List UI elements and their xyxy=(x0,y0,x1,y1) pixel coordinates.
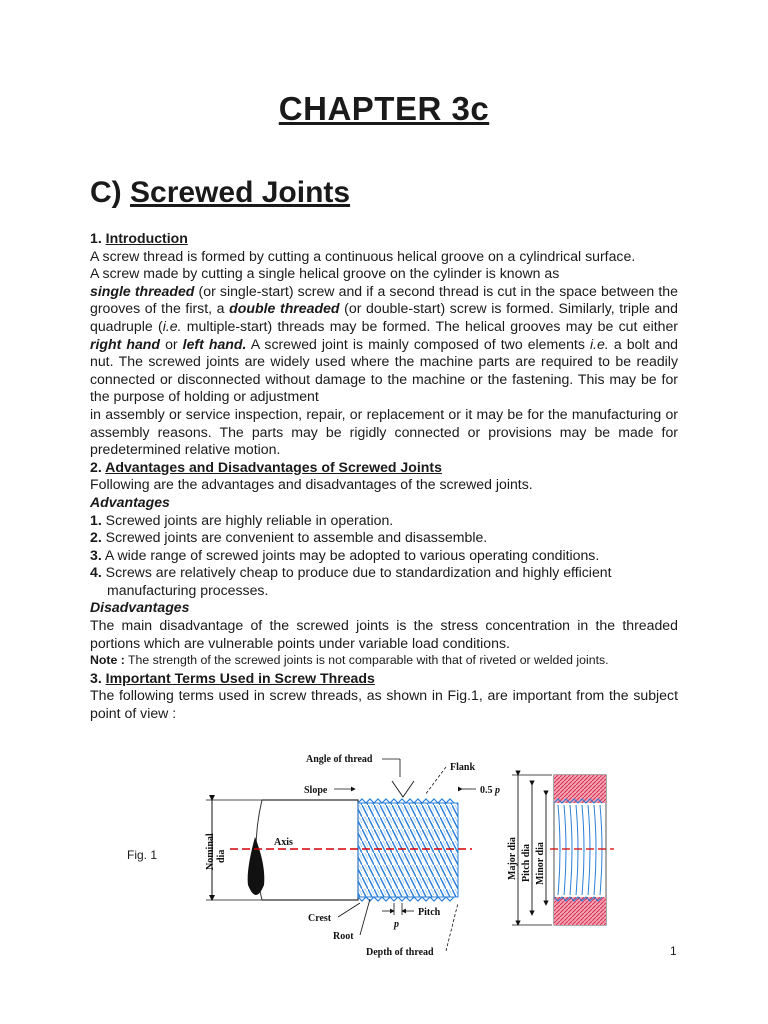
advantages-intro: Following are the advantages and disadvantages of the screwed joints. xyxy=(90,476,533,493)
advantages-heading-number: 2. xyxy=(90,458,106,475)
list-number: 1. xyxy=(90,511,102,528)
half-pitch-value: 0.5 xyxy=(480,785,493,796)
note xyxy=(90,652,678,670)
text-run: multiple-start) threads may be formed. The helical grooves may be cut either xyxy=(181,317,678,334)
leader-line xyxy=(360,899,370,935)
term-left-hand: left hand. xyxy=(182,335,247,352)
intro-paragraph xyxy=(90,283,678,406)
text-run: a bolt and nut. The screwed joints are widely used where the machine parts are required to be readily connected or disconnected without damage to the machine or the fastening. This may be for the purpose of holding or adjustment xyxy=(90,335,678,405)
angle-of-thread-label: Angle of thread xyxy=(306,754,373,765)
disadvantages-subtitle: Disadvantages xyxy=(90,599,190,616)
term-double-threaded: double threaded xyxy=(229,300,340,317)
sectional-view xyxy=(550,775,614,925)
axis-label: Axis xyxy=(274,837,293,848)
list-number: 4. xyxy=(90,564,102,581)
document-body xyxy=(90,230,678,723)
list-item xyxy=(90,512,678,530)
minor-dia-label: Minor dia xyxy=(535,842,546,885)
term-right-hand: right hand xyxy=(90,335,161,352)
intro-heading-number: 1. xyxy=(90,230,106,246)
bolt-body xyxy=(248,800,358,900)
text-run: A screwed joint is mainly composed of two elements xyxy=(246,335,590,352)
advantages-heading-text: Advantages and Disadvantages of Screwed Joints xyxy=(105,458,442,475)
text-run-italic: i.e. xyxy=(589,335,609,352)
disadvantages-text: The main disadvantage of the screwed joints is the stress concentration in the threaded portions which are vulnerable points under variable load conditions. xyxy=(90,617,678,651)
pitch-dia-label: Pitch dia xyxy=(521,843,532,882)
text-run: or xyxy=(160,335,183,352)
pitch-label: Pitch xyxy=(418,907,441,918)
intro-heading-text: Introduction xyxy=(105,230,188,246)
depth-of-thread-label: Depth of thread xyxy=(366,947,434,958)
list-item xyxy=(90,547,678,565)
screw-thread-figure xyxy=(200,745,630,965)
major-dia-label: Major dia xyxy=(507,837,518,880)
intro-line: A screw made by cutting a single helical groove on the cylinder is known as xyxy=(90,265,560,282)
note-text: The strength of the screwed joints is not comparable with that of riveted or welded joints. xyxy=(124,653,609,668)
list-text: Screwed joints are highly reliable in operation. xyxy=(101,511,394,528)
list-item xyxy=(90,529,678,547)
list-item xyxy=(90,564,678,599)
advantages-subtitle: Advantages xyxy=(90,493,170,510)
list-text: A wide range of screwed joints may be adopted to various operating conditions. xyxy=(101,546,600,563)
bolt-end-shape xyxy=(248,837,265,895)
intro-line: A screw thread is formed by cutting a continuous helical groove on a cylindrical surface. xyxy=(90,247,636,264)
note-label: Note : xyxy=(90,653,125,668)
slope-label: Slope xyxy=(304,785,328,796)
list-number: 2. xyxy=(90,529,102,546)
pitch-p-label: p xyxy=(394,919,399,930)
section-title-text: Screwed Joints xyxy=(130,176,351,209)
section-title xyxy=(90,176,350,210)
term-single-threaded: single threaded xyxy=(90,282,195,299)
terms-heading-text: Important Terms Used in Screw Threads xyxy=(105,669,375,686)
figure-label: Fig. 1 xyxy=(127,848,158,862)
leader-line xyxy=(446,903,458,951)
thread-crest-top xyxy=(358,799,454,803)
intro-heading xyxy=(90,230,678,248)
nominal-dia-label: dia xyxy=(216,849,227,863)
angle-arc xyxy=(392,781,414,797)
crest-label: Crest xyxy=(308,913,332,924)
advantages-heading xyxy=(90,459,678,477)
leader-line xyxy=(425,767,446,795)
text-run: (or double-start) screw is formed. Similarly, triple and quadruple ( xyxy=(90,300,678,334)
terms-heading-number: 3. xyxy=(90,669,106,686)
chapter-title: CHAPTER 3c xyxy=(278,90,490,127)
list-number: 3. xyxy=(90,546,102,563)
list-text: Screws are relatively cheap to produce due to standardization and highly efficient manufacturing processes. xyxy=(101,564,612,598)
thread-crest-bottom xyxy=(358,897,454,901)
flank-label: Flank xyxy=(450,762,476,773)
half-pitch-unit: p xyxy=(495,785,500,796)
intro-paragraph-2: in assembly or service inspection, repair, or replacement or it may be for the manufacturing or assembly reasons. The parts may be rigidly connected or provisions may be made for predetermined relative motion. xyxy=(90,405,678,458)
text-run: (or single-start) screw and if a second thread is cut in the space between the grooves of the first, a xyxy=(90,282,678,317)
half-pitch-label xyxy=(480,785,500,796)
section-prefix: C) xyxy=(90,176,130,209)
terms-heading xyxy=(90,670,678,688)
root-label: Root xyxy=(333,931,354,942)
nominal-label: Nominal xyxy=(205,833,216,870)
threaded-portion xyxy=(358,799,458,901)
list-text: Screwed joints are convenient to assemble and disassemble. xyxy=(101,529,488,546)
text-run-italic: i.e. xyxy=(162,317,182,334)
leader-line xyxy=(338,903,360,917)
page-number: 1 xyxy=(670,944,677,958)
terms-text: The following terms used in screw threads, as shown in Fig.1, are important from the subject point of view : xyxy=(90,687,678,722)
